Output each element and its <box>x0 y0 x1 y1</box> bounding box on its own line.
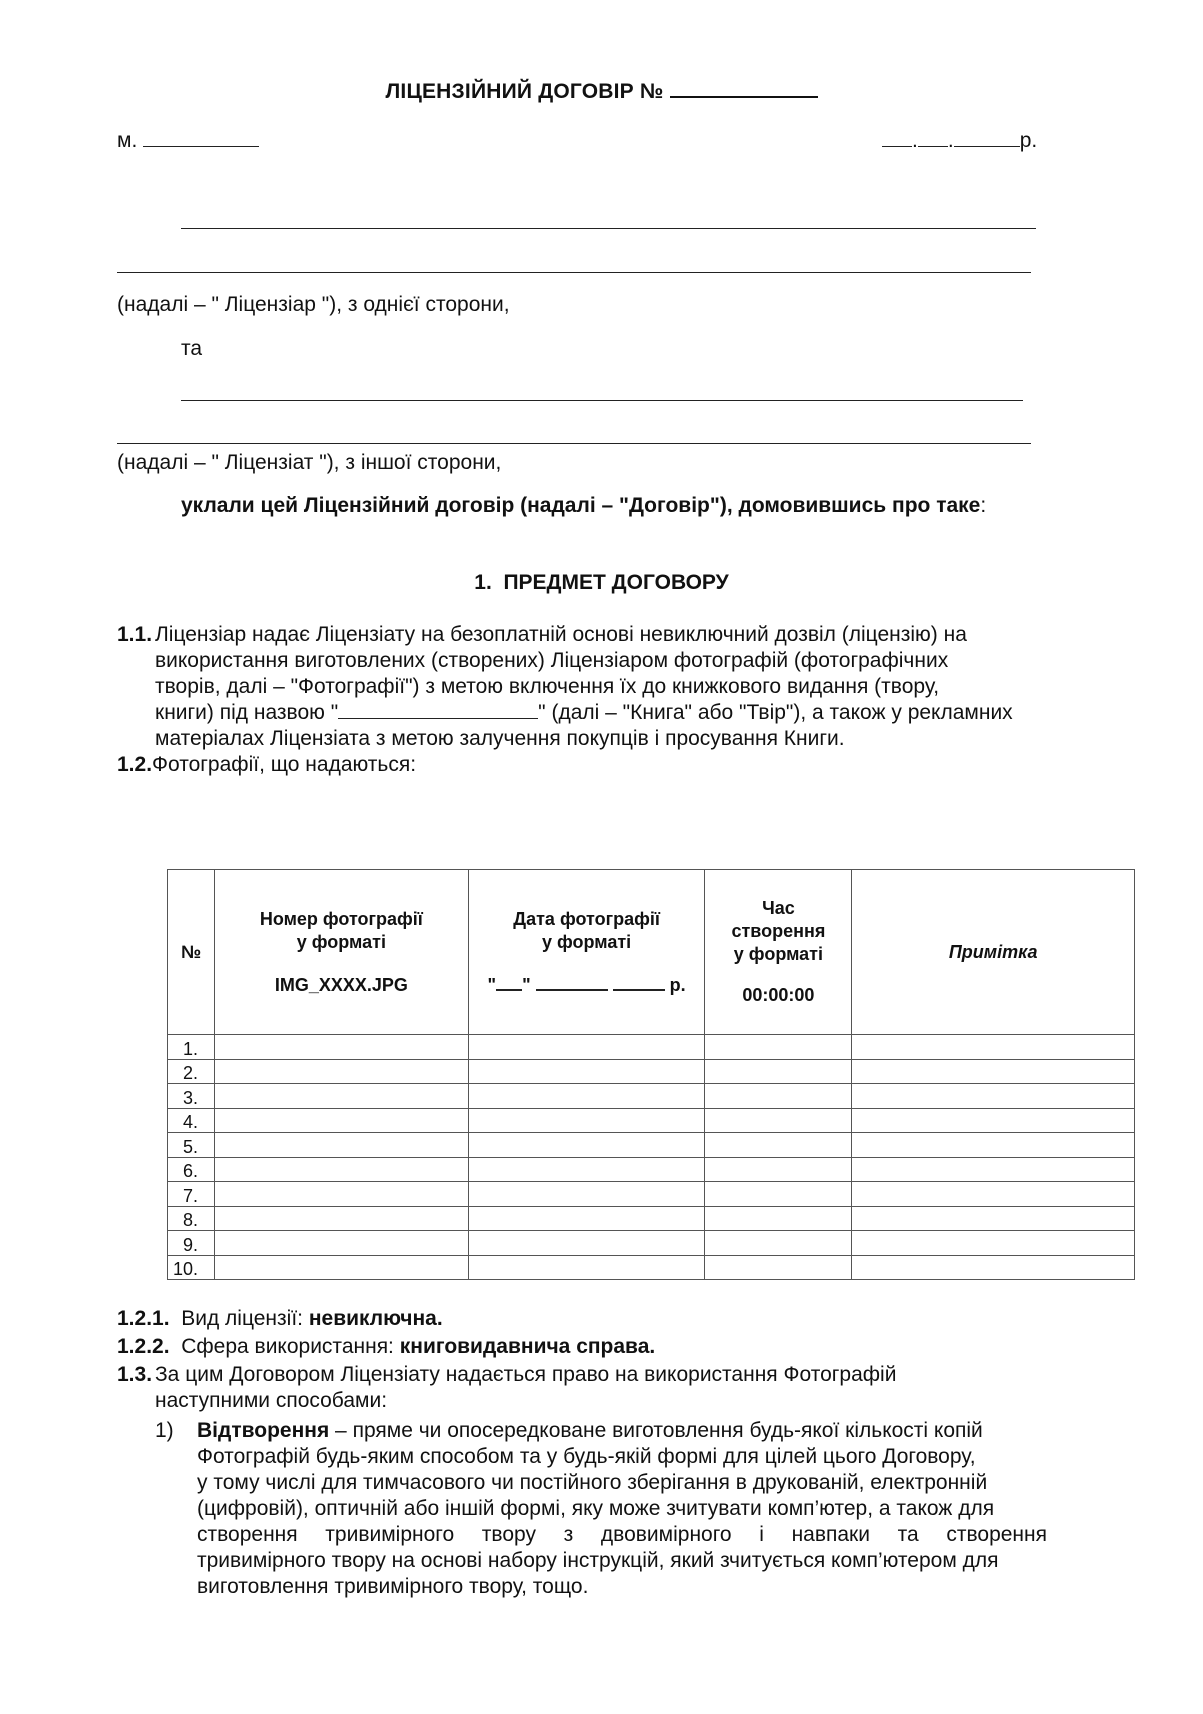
clause-number: 1.2. <box>117 753 153 776</box>
cell-photo-number[interactable] <box>214 1035 468 1060</box>
clause-line <box>155 700 1047 726</box>
clause-label: Вид ліцензії: <box>181 1307 303 1330</box>
cell-note[interactable] <box>852 1255 1135 1280</box>
licensor-definition: (надалі – " Ліцензіар "), з однієї сторони, <box>117 293 510 316</box>
city-prefix: м. <box>117 129 138 152</box>
cell-note[interactable] <box>852 1084 1135 1109</box>
clause-line <box>197 1418 1047 1444</box>
header-text: Дата фотографії <box>513 908 660 929</box>
cell-time[interactable] <box>705 1059 852 1084</box>
year-blank <box>613 975 665 991</box>
cell-photo-date[interactable] <box>468 1059 705 1084</box>
cell-time[interactable] <box>705 1157 852 1182</box>
cell-photo-number[interactable] <box>214 1182 468 1207</box>
list-item <box>155 1418 1047 1600</box>
clause-line: Фотографій будь-яким способом та у будь-якій формі для цілей цього Договору, <box>197 1445 976 1468</box>
date-day-blank[interactable] <box>882 128 912 147</box>
clause-number: 1.3. <box>117 1363 153 1386</box>
date-separator: . <box>912 129 918 152</box>
photos-table <box>167 869 1135 1280</box>
cell-photo-date[interactable] <box>468 1108 705 1133</box>
header-text: створення <box>731 921 826 941</box>
cell-photo-number[interactable] <box>214 1157 468 1182</box>
row-number: 3. <box>168 1084 215 1109</box>
clause-1-1 <box>117 622 1047 752</box>
cell-note[interactable] <box>852 1206 1135 1231</box>
cell-time[interactable] <box>705 1133 852 1158</box>
table-row <box>168 1084 1135 1109</box>
list-term: Відтворення <box>197 1419 330 1442</box>
licensor-name-line-1[interactable] <box>181 228 1036 229</box>
quote: " <box>522 974 531 995</box>
header-text: IMG_XXXX.JPG <box>274 974 408 995</box>
row-number: 4. <box>168 1108 215 1133</box>
clause-text: Фотографії, що надаються: <box>152 753 417 776</box>
cell-photo-date[interactable] <box>468 1084 705 1109</box>
day-blank <box>496 975 522 991</box>
clause-line: матеріалах Ліцензіата з метою залучення покупців і просування Книги. <box>155 727 845 750</box>
section-title: ПРЕДМЕТ ДОГОВОРУ <box>503 571 729 594</box>
document-title <box>0 78 1203 104</box>
date-year-blank[interactable] <box>954 128 1020 147</box>
table-row <box>168 1059 1135 1084</box>
table-row <box>168 1231 1135 1256</box>
cell-photo-date[interactable] <box>468 1157 705 1182</box>
table-row <box>168 1255 1135 1280</box>
row-number: 1. <box>168 1035 215 1060</box>
cell-note[interactable] <box>852 1035 1135 1060</box>
date-suffix: р. <box>1019 129 1038 152</box>
clause-value: книговидавнича справа. <box>399 1335 656 1358</box>
cell-time[interactable] <box>705 1035 852 1060</box>
header-text: у форматі <box>733 944 823 964</box>
clause-line: (цифровій), оптичній або іншій формі, яку може зчитувати комп’ютер, а також для <box>197 1497 995 1520</box>
cell-time[interactable] <box>705 1108 852 1133</box>
clause-line: За цим Договором Ліцензіату надається право на використання Фотографій <box>155 1363 897 1386</box>
city-field <box>117 128 259 154</box>
row-number: 2. <box>168 1059 215 1084</box>
table-row <box>168 1206 1135 1231</box>
row-number: 8. <box>168 1206 215 1231</box>
agreement-intro-bold: уклали цей Ліцензійний договір (надалі – "Договір"), домовившись про таке <box>181 494 981 517</box>
year-suffix: р. <box>669 974 686 995</box>
cell-photo-date[interactable] <box>468 1133 705 1158</box>
cell-time[interactable] <box>705 1255 852 1280</box>
clause-line: створення тривимірного твору з двовимірного і навпаки та створення <box>197 1523 1047 1546</box>
licensee-name-line-1[interactable] <box>181 400 1023 401</box>
cell-photo-number[interactable] <box>214 1108 468 1133</box>
cell-photo-date[interactable] <box>468 1255 705 1280</box>
header-text: 00:00:00 <box>742 985 815 1005</box>
clause-1-2-2 <box>117 1334 655 1360</box>
clause-label: Сфера використання: <box>181 1335 394 1358</box>
cell-photo-date[interactable] <box>468 1206 705 1231</box>
cell-photo-date[interactable] <box>468 1035 705 1060</box>
clause-line: у тому числі для тимчасового чи постійного зберігання в друкованій, електронній <box>197 1471 988 1494</box>
cell-time[interactable] <box>705 1231 852 1256</box>
clause-number: 1.2.1. <box>117 1307 170 1330</box>
cell-note[interactable] <box>852 1108 1135 1133</box>
clause-line: виготовлення тривимірного твору, тощо. <box>197 1575 589 1598</box>
clause-1-2-1 <box>117 1306 443 1332</box>
licensee-name-line-2[interactable] <box>117 443 1031 444</box>
header-date-format <box>469 974 705 997</box>
cell-photo-number[interactable] <box>214 1206 468 1231</box>
header-note <box>852 870 1135 1035</box>
clause-1-2 <box>117 752 416 778</box>
clause-line: творів, далі – "Фотографії") з метою включення їх до книжкового видання (твору, <box>155 675 940 698</box>
city-blank[interactable] <box>143 128 259 147</box>
book-title-blank[interactable] <box>338 700 538 719</box>
header-num-text: № <box>180 941 202 962</box>
cell-note[interactable] <box>852 1157 1135 1182</box>
header-photo-date <box>468 870 705 1035</box>
agreement-intro <box>181 493 986 519</box>
table-header-row <box>168 870 1135 1035</box>
clause-line: наступними способами: <box>155 1389 388 1412</box>
cell-photo-number[interactable] <box>214 1255 468 1280</box>
header-text: Час <box>762 898 795 918</box>
list-text: – пряме чи опосередковане виготовлення будь-якої кількості копій <box>329 1419 983 1442</box>
row-number: 10. <box>168 1255 215 1280</box>
agreement-intro-colon: : <box>980 494 987 517</box>
title-text: ЛІЦЕНЗІЙНИЙ ДОГОВІР № <box>385 80 664 103</box>
clause-value: невиключна. <box>308 1307 443 1330</box>
cell-photo-number[interactable] <box>214 1133 468 1158</box>
cell-photo-date[interactable] <box>468 1231 705 1256</box>
table-row <box>168 1133 1135 1158</box>
cell-note[interactable] <box>852 1231 1135 1256</box>
row-number: 7. <box>168 1182 215 1207</box>
cell-photo-number[interactable] <box>214 1231 468 1256</box>
and-word: та <box>181 337 203 360</box>
table-row <box>168 1182 1135 1207</box>
cell-note[interactable] <box>852 1059 1135 1084</box>
cell-photo-number[interactable] <box>214 1084 468 1109</box>
section-number: 1. <box>474 571 492 594</box>
clause-line: Ліцензіар надає Ліцензіату на безоплатній основі невиключний дозвіл (ліцензію) на <box>155 623 967 646</box>
section-heading <box>0 570 1203 596</box>
row-number: 5. <box>168 1133 215 1158</box>
clause-line: використання виготовлених (створених) Ліцензіаром фотографій (фотографічних <box>155 649 949 672</box>
clause-number: 1.2.2. <box>117 1335 170 1358</box>
header-num <box>168 870 215 1035</box>
cell-time[interactable] <box>705 1182 852 1207</box>
header-text: у форматі <box>542 931 632 952</box>
licensor-name-line-2[interactable] <box>117 272 1031 273</box>
date-separator: . <box>947 129 954 152</box>
list-marker: 1) <box>155 1419 174 1442</box>
book-title-suffix: " (далі – "Книга" або "Твір"), а також у рекламних <box>538 701 1013 724</box>
cell-time[interactable] <box>705 1084 852 1109</box>
header-note-text: Примітка <box>948 941 1038 962</box>
header-time <box>705 870 852 1035</box>
clause-number: 1.1. <box>117 623 153 646</box>
cell-note[interactable] <box>852 1182 1135 1207</box>
row-number: 9. <box>168 1231 215 1256</box>
table-row <box>168 1035 1135 1060</box>
cell-time[interactable] <box>705 1206 852 1231</box>
table-row <box>168 1108 1135 1133</box>
clause-1-3 <box>117 1362 1047 1414</box>
cell-note[interactable] <box>852 1133 1135 1158</box>
table-row <box>168 1157 1135 1182</box>
book-title-prefix: книги) під назвою " <box>155 701 339 724</box>
cell-photo-number[interactable] <box>214 1059 468 1084</box>
row-number: 6. <box>168 1157 215 1182</box>
contract-number-blank[interactable] <box>670 78 818 98</box>
header-photo-number <box>214 870 468 1035</box>
clause-line: тривимірного твору на основі набору інструкцій, який зчитується комп’ютером для <box>197 1549 999 1572</box>
licensee-definition: (надалі – " Ліцензіат "), з іншої сторони, <box>117 451 502 474</box>
date-month-blank[interactable] <box>918 128 948 147</box>
header-text: у форматі <box>296 931 386 952</box>
header-text: Номер фотографії <box>259 908 423 929</box>
quote: " <box>487 974 497 995</box>
cell-photo-date[interactable] <box>468 1182 705 1207</box>
month-blank <box>536 975 608 991</box>
date-field <box>882 128 1037 154</box>
